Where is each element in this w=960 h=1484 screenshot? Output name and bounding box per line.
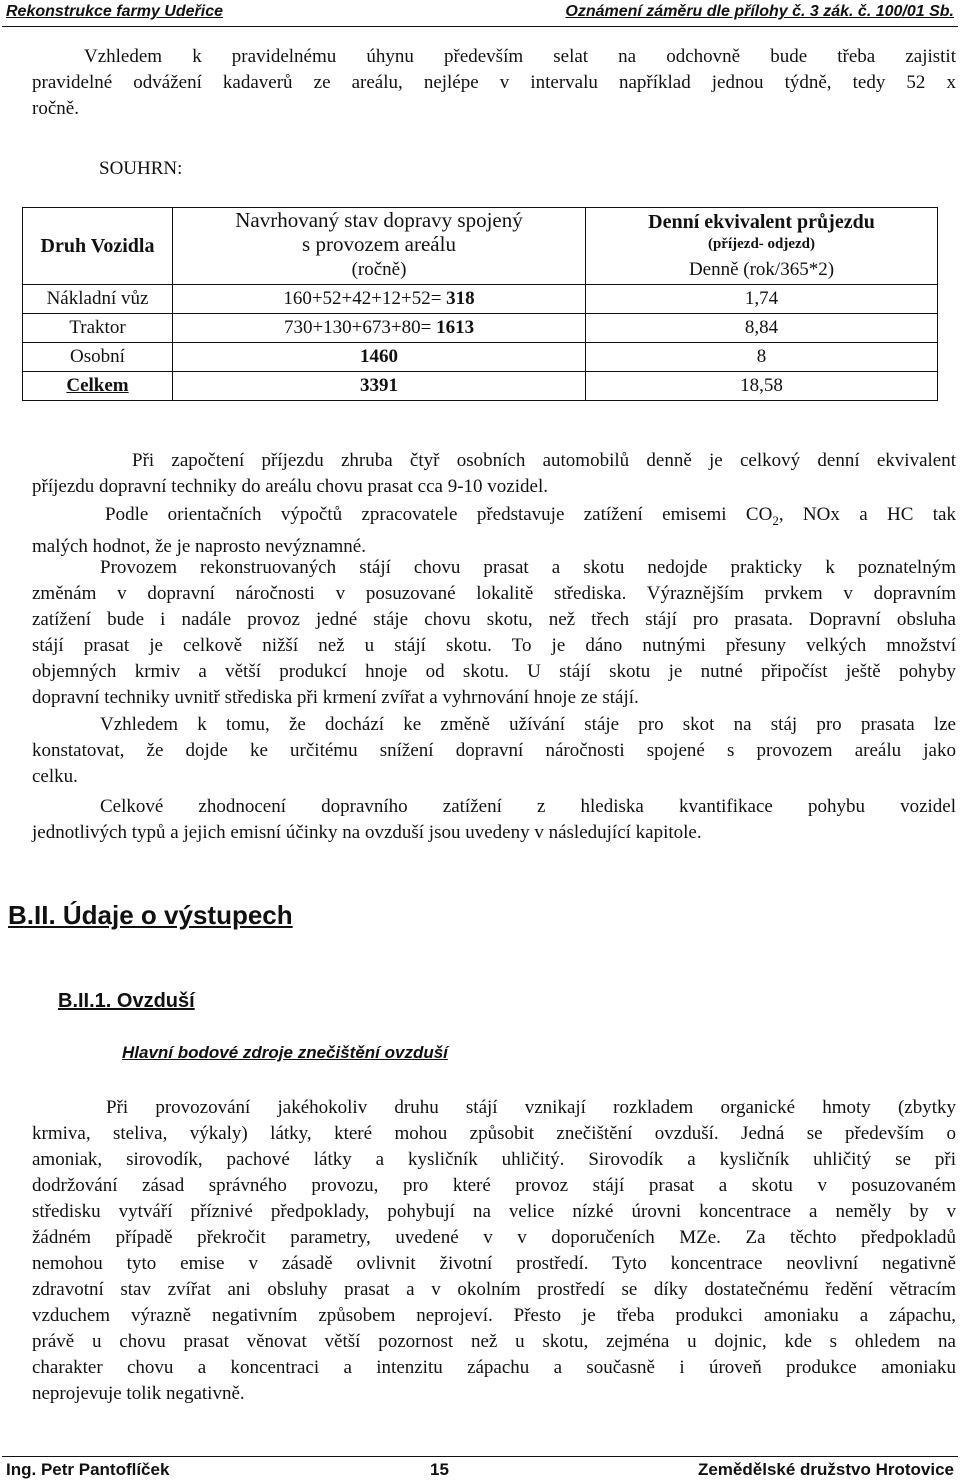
text-line: charakter chovu a koncentraci a intenzitu zápachu a současně i úroveň produkce amoniaku [32,1357,956,1378]
text-line: amoniak, sirovodík, pachové látky a kysličník uhličitý. Sirovodík a kysličník uhličitý se při [32,1149,956,1170]
text-line: objemných krmiv a větší produkcí hnoje od skotu. U stájí skotu je nutné připočíst ještě pohyby [32,661,956,682]
traffic-summary-table [22,207,938,401]
table-row [23,285,938,314]
text-line: právě u chovu prasat věnovat větší pozornost než u skotu, zejména u dojnic, kde s ohledem na [32,1331,956,1352]
text-line: žádném případě překročit parametry, uvedené v v doporučeních MZe. Za těchto předpokladů [32,1227,956,1248]
section-heading-outputs: B.II. Údaje o výstupech [8,900,293,930]
text-line: celku. [32,766,78,787]
cell-annual: 730+130+673+80= 1613 [173,314,586,343]
footer-organization: Zemědělské družstvo Hrotovice [697,1460,954,1479]
text-line: Provozem rekonstruovaných stájí chovu prasat a skotu nedojde prakticky k poznatelným [100,557,956,578]
cell-annual: 160+52+42+12+52= 318 [173,285,586,314]
page-header [2,0,958,27]
text-line: dopravní techniky uvnitř střediska při krmení zvířat a vyhrnování hnoje ze stájí. [32,687,639,708]
text-line: Při provozování jakéhokoliv druhu stájí vznikají rozkladem organické hmoty (zbytky [106,1097,956,1118]
text-line: Podle orientačních výpočtů zpracovatele představuje zatížení emisemi $CO_2$, NOx a HC tak [105,504,956,528]
text-line: konstatovat, že dojde ke určitému snížení dopravní náročnosti spojené s provozem areálu jako [32,740,956,761]
cell-daily-total: 18,58 [586,372,938,401]
text-line: Vzhledem k pravidelnému úhynu především selat na odchovně bude třeba zajistit [84,46,956,67]
header-proposed-traffic: Navrhovaný stav dopravy spojený s provozem areálu [173,208,586,257]
cell-vehicle: Traktor [23,314,173,343]
paragraph-emissions [32,502,956,560]
text-line: příjezdu dopravní techniky do areálu chovu prasat cca 9-10 vozidel. [32,476,548,497]
text-line: malých hodnot, že je naprosto nevýznamné. [32,535,366,557]
cell-annual: 1460 [173,343,586,372]
text-line: ročně. [32,98,79,119]
paragraph-vehicle-equivalent [32,448,956,500]
table-row [23,314,938,343]
footer-page-number: 15 [430,1460,449,1479]
text-line: Vzhledem k tomu, že dochází ke změně užívání stáje pro skot na stáj pro prasata lze [100,714,956,735]
text-line: vzduchem výrazně negativním způsobem neprojeví. Přesto je třeba produkci amoniaku a zápachu, [32,1305,956,1326]
text-line: stájí prasat je celkově nižší než u stájí skotu. To je dáno nutnými přesuny velkých množství [32,635,956,656]
header-document-type: Oznámení záměru dle přílohy č. 3 zák. č. 100/01 Sb. [565,3,954,20]
text-line: pravidelné odvážení kadaverů ze areálu, nejlépe v intervalu například jednou týdně, tedy 52 x [32,72,956,93]
text-line: neprojevuje tolik negativně. [32,1383,245,1404]
header-project-title: Rekonstrukce farmy Udeřice [6,3,223,20]
text-line: středisku vytváří příznivé předpoklady, pohybují na velice nízké úrovni koncentrace a neměly by v [32,1201,956,1222]
subsection-heading-pollution-sources: Hlavní bodové zdroje znečištění ovzduší [122,1043,448,1062]
cell-vehicle-total: Celkem [23,372,173,401]
text-line: Celkové zhodnocení dopravního zatížení z hlediska kvantifikace pohybu vozidel [100,796,956,817]
cell-vehicle: Nákladní vůz [23,285,173,314]
text-line: nemohou tyto emise v zásadě ovlivnit životní prostředí. Tyto koncentrace neovlivní negativně [32,1253,956,1274]
cell-daily: 8 [586,343,938,372]
section-heading-air: B.II.1. Ovzduší [58,990,195,1012]
text-line: zatížení bude i nadále provoz jedné stáje chovu skotu, než třech stájí pro prasata. Dopravní obsluha [32,609,956,630]
footer-author: Ing. Petr Pantoflíček [6,1460,170,1479]
summary-label: SOUHRN: [99,158,183,179]
subheader-daily: Denně (rok/365*2) [586,256,938,285]
text-line: dodržování zásad správného provozu, pro které provoz stájí prasat a skotu v posuzovaném [32,1175,956,1196]
table-header-row [23,208,938,257]
page-footer [2,1456,958,1483]
text-line: Při započtení příjezdu zhruba čtyř osobních automobilů denně je celkový denní ekvivalent [132,450,956,471]
header-vehicle-type: Druh Vozidla [23,208,173,285]
subheader-annual: (ročně) [173,256,586,285]
cell-vehicle: Osobní [23,343,173,372]
table-total-row [23,372,938,401]
intro-paragraph [32,44,956,122]
text-line: zdravotní stav zvířat ani obsluhy prasat a v okolním prostředí se díky dostatečnému ředění větracím [32,1279,956,1300]
table-row [23,343,938,372]
cell-annual-total: 3391 [173,372,586,401]
cell-daily: 8,84 [586,314,938,343]
paragraph-pollution-sources [32,1095,956,1407]
paragraph-change-of-use [32,712,956,790]
text-line: změnám v dopravní náročnosti v posuzované lokalitě střediska. Výraznějším prvkem v dopravním [32,583,956,604]
text-line: krmiva, steliva, výkaly) látky, které mohou způsobit znečištění ovzduší. Jedná se především o [32,1123,956,1144]
paragraph-overall-assessment [32,794,956,846]
paragraph-operation [32,555,956,711]
header-daily-equivalent: Denní ekvivalent průjezdu (příjezd- odjezd) [586,208,938,257]
text-line: jednotlivých typů a jejich emisní účinky na ovzduší jsou uvedeny v následující kapitole. [32,822,702,843]
cell-daily: 1,74 [586,285,938,314]
